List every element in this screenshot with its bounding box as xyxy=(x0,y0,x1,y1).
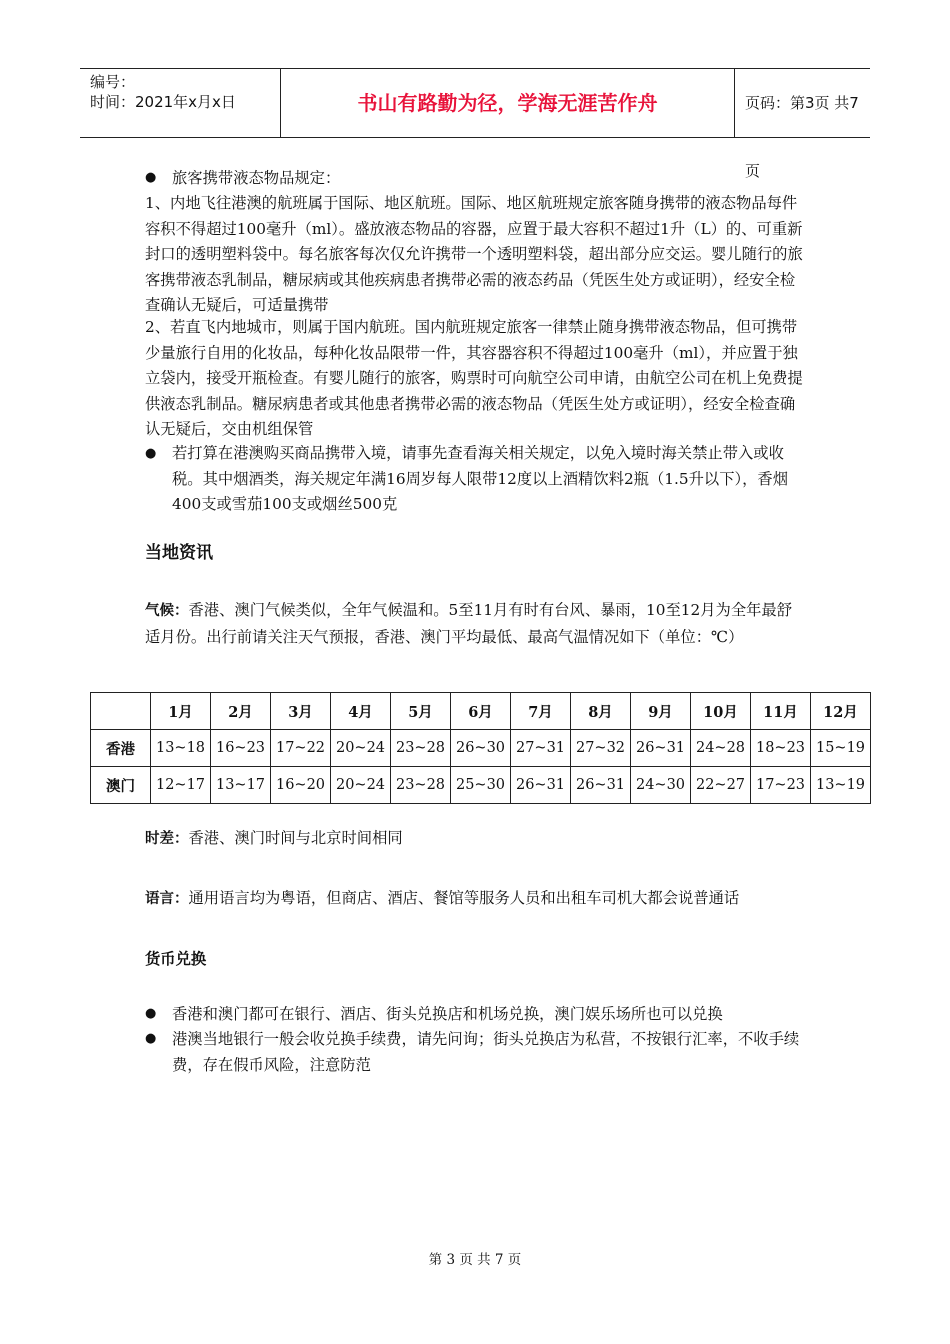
temp-cell: 27~32 xyxy=(571,730,631,767)
timezone-label: 时差： xyxy=(145,831,189,847)
currency-item: 香港和澳门都可在银行、酒店、街头兑换店和机场兑换，澳门娱乐场所也可以兑换 xyxy=(172,1005,723,1023)
temp-cell: 20~24 xyxy=(331,767,391,804)
temp-cell: 17~23 xyxy=(751,767,811,804)
bullet-icon: ● xyxy=(145,446,157,461)
language-paragraph xyxy=(145,886,805,913)
temp-cell: 26~31 xyxy=(511,767,571,804)
temp-cell: 22~27 xyxy=(691,767,751,804)
month-header: 3月 xyxy=(271,693,331,730)
temp-cell: 12~17 xyxy=(151,767,211,804)
temp-cell: 15~19 xyxy=(811,730,871,767)
month-header: 7月 xyxy=(511,693,571,730)
temp-cell: 20~24 xyxy=(331,730,391,767)
table-row-macau xyxy=(91,767,871,804)
header-meta xyxy=(80,69,280,137)
section-title-currency: 货币兑换 xyxy=(145,950,207,968)
temp-cell: 27~31 xyxy=(511,730,571,767)
month-header: 9月 xyxy=(631,693,691,730)
temp-cell: 25~30 xyxy=(451,767,511,804)
temp-cell: 16~23 xyxy=(211,730,271,767)
liquids-paragraph-2: 2、若直飞内地城市，则属于国内航班。国内航班规定旅客一律禁止随身携带液态物品，但可携带少量旅行自用的化妆品，每种化妆品限带一件，其容器容积不得超过100毫升（ml），并应置于独立袋内，接受开瓶检查。有婴儿随行的旅客，购票时可向航空公司申请，由航空公司在机上免费提供液态乳制品。糖尿病患者或其他患者携带必需的液态物品（凭医生处方或证明），经安全检查确认无疑后，交由机组保管 xyxy=(145,318,803,438)
month-header: 12月 xyxy=(811,693,871,730)
bullet-icon: ● xyxy=(145,170,157,185)
month-header: 5月 xyxy=(391,693,451,730)
temp-cell: 24~30 xyxy=(631,767,691,804)
temp-cell: 13~19 xyxy=(811,767,871,804)
language-label: 语言： xyxy=(145,891,189,907)
timezone-paragraph xyxy=(145,826,805,853)
temp-cell: 24~28 xyxy=(691,730,751,767)
section-title-local-info: 当地资讯 xyxy=(145,543,213,563)
currency-item: 港澳当地银行一般会收兑换手续费，请先问询；街头兑换店为私营，不按银行汇率，不收手续费，存在假币风险，注意防范 xyxy=(172,1030,800,1074)
climate-label: 气候： xyxy=(145,603,189,619)
temp-cell: 17~22 xyxy=(271,730,331,767)
temp-cell: 23~28 xyxy=(391,730,451,767)
timezone-text: 香港、澳门时间与北京时间相同 xyxy=(188,829,403,847)
time-label: 时间：2021年x月x日 xyxy=(90,93,236,111)
month-header: 10月 xyxy=(691,693,751,730)
month-header: 8月 xyxy=(571,693,631,730)
table-row-hongkong xyxy=(91,730,871,767)
table-header-row xyxy=(91,693,871,730)
city-cell: 澳门 xyxy=(91,767,151,804)
liquids-paragraph-1: 1、内地飞往港澳的航班属于国际、地区航班。国际、地区航班规定旅客随身携带的液态物品每件容积不得超过100毫升（ml）。盛放液态物品的容器，应置于最大容积不超过1升（L）的、可重新封口的透明塑料袋中。每名旅客每次仅允许携带一个透明塑料袋，超出部分应交运。婴儿随行的旅客携带液态乳制品，糖尿病或其他疾病患者携带必需的液态药品（凭医生处方或证明），经安全检查确认无疑后，可适量携带 xyxy=(145,194,803,314)
bullet-icon: ● xyxy=(145,1006,157,1021)
temp-cell: 18~23 xyxy=(751,730,811,767)
header-motto: 书山有路勤为径，学海无涯苦作舟 xyxy=(280,69,735,137)
table-corner-cell xyxy=(91,693,151,730)
month-header: 4月 xyxy=(331,693,391,730)
temp-cell: 23~28 xyxy=(391,767,451,804)
month-header: 11月 xyxy=(751,693,811,730)
temp-cell: 16~20 xyxy=(271,767,331,804)
climate-paragraph xyxy=(145,598,805,650)
temp-cell: 26~31 xyxy=(571,767,631,804)
month-header: 6月 xyxy=(451,693,511,730)
number-label: 编号： xyxy=(90,73,136,91)
climate-text: 香港、澳门气候类似，全年气候温和。5至11月有时有台风、暴雨，10至12月为全年最舒适月份。出行前请关注天气预报，香港、澳门平均最低、最高气温情况如下（单位：℃） xyxy=(145,601,793,646)
temp-cell: 13~17 xyxy=(211,767,271,804)
liquids-title: 旅客携带液态物品规定： xyxy=(172,169,341,187)
city-cell: 香港 xyxy=(91,730,151,767)
month-header: 1月 xyxy=(151,693,211,730)
page-footer: 第 3 页 共 7 页 xyxy=(428,1252,522,1268)
header-page-info: 页码：第3页 共7页 xyxy=(745,94,859,180)
temp-cell: 26~31 xyxy=(631,730,691,767)
language-text: 通用语言均为粤语，但商店、酒店、餐馆等服务人员和出租车司机大都会说普通话 xyxy=(188,889,740,907)
temperature-table xyxy=(90,692,871,804)
temp-cell: 26~30 xyxy=(451,730,511,767)
bullet-icon: ● xyxy=(145,1031,157,1046)
temp-cell: 13~18 xyxy=(151,730,211,767)
customs-paragraph: 若打算在港澳购买商品携带入境，请事先查看海关相关规定，以免入境时海关禁止带入或收税。其中烟酒类，海关规定年满16周岁每人限带12度以上酒精饮料2瓶（1.5升以下），香烟400支或雪茄100支或烟丝500克 xyxy=(172,444,789,513)
month-header: 2月 xyxy=(211,693,271,730)
